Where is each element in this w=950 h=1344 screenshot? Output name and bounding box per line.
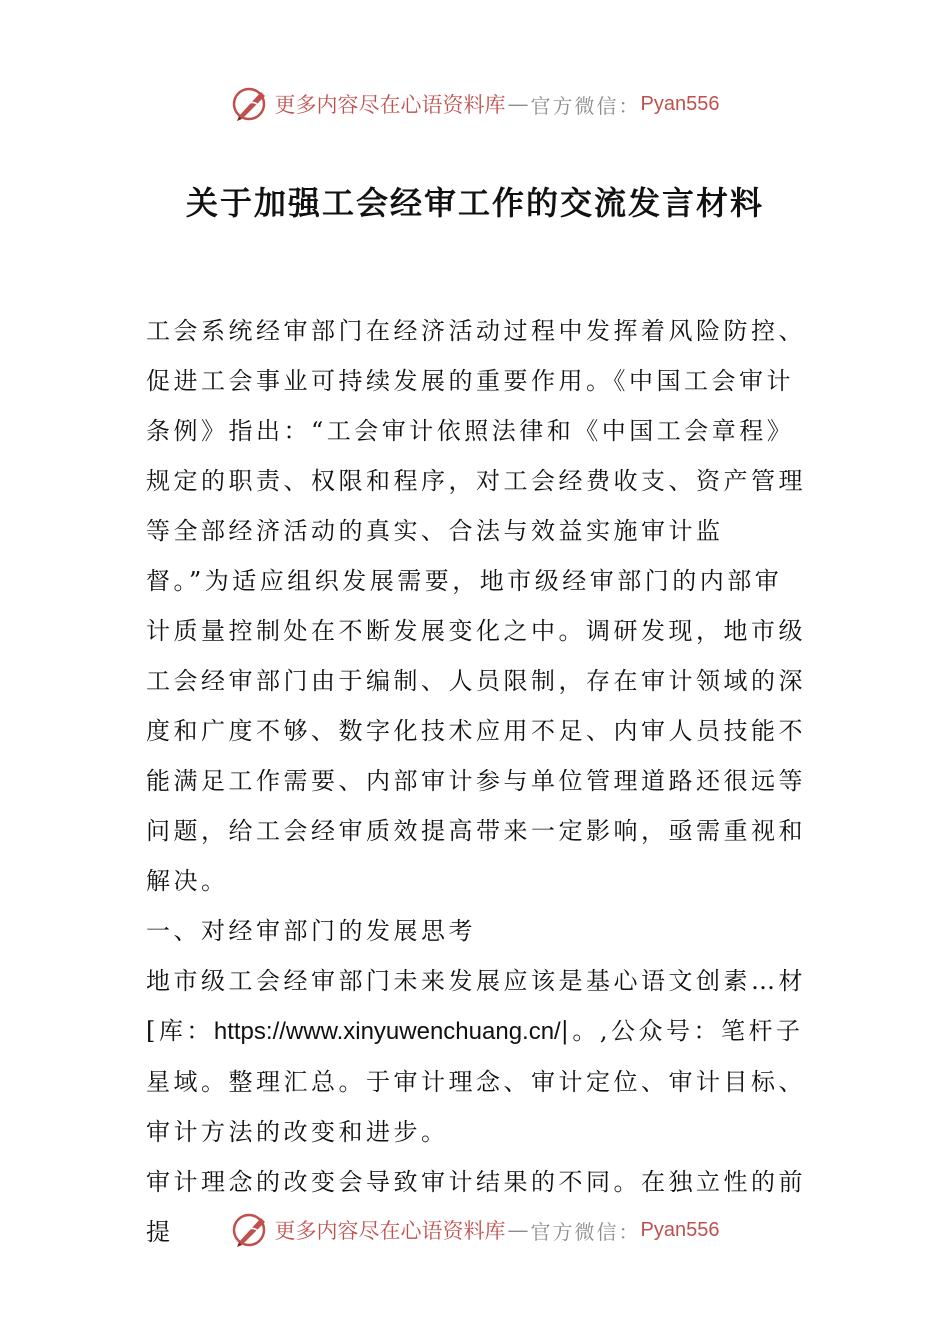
header-banner bbox=[0, 80, 950, 128]
source-url-link[interactable]: https://www.xinyuwenchuang.cn/ bbox=[213, 1018, 561, 1045]
paragraph-development-part2: |。,公众号：笔杆子星域。整理汇总。于审计理念、审计定位、审计目标、审计方法的改变和进步。 bbox=[146, 1017, 806, 1146]
document-title: 关于加强工会经审工作的交流发言材料 bbox=[185, 184, 764, 222]
paragraph-development-part1: 地市级工会经审部门未来发展应该是基心语文创素…材[库： bbox=[146, 967, 806, 1045]
footer-banner bbox=[0, 1206, 950, 1254]
paragraph-development bbox=[146, 956, 808, 1157]
header-dash: — bbox=[507, 92, 529, 116]
section-heading: 一、对经审部门的发展思考 bbox=[146, 917, 476, 945]
header-wechat-label: 官方微信： bbox=[530, 93, 641, 118]
footer-site-text: 更多内容尽在心语资料库 bbox=[274, 1219, 506, 1243]
pen-logo-icon bbox=[231, 84, 271, 124]
paragraph-audit-concept: 审计理念的改变会导致审计结果的不同。在独立性的前提 bbox=[146, 1168, 806, 1246]
footer-wechat-label: 官方微信： bbox=[530, 1219, 641, 1244]
header-wechat-id: Pyan556 bbox=[640, 92, 720, 115]
footer-dash: — bbox=[507, 1218, 529, 1242]
paragraph-intro: 工会系统经审部门在经济活动过程中发挥着风险防控、促进工会事业可持续发展的重要作用。《中国工会审计条例》指出：“工会审计依照法律和《中国工会章程》规定的职责、权限和程序，对工会经费收支、资产管理等全部经济活动的真实、合法与效益实施审计监督。”为适应组织发展需要，地市级经审部门的内部审计质量控制处在不断发展变化之中。调研发现，地市级工会经审部门由于编制、人员限制，存在审计领域的深度和广度不够、数字化技术应用不足、内审人员技能不能满足工作需要、内部审计参与单位管理道路还很远等问题，给工会经审质效提高带来一定影响，亟需重视和解决。 bbox=[146, 317, 806, 895]
document-body bbox=[146, 306, 808, 1257]
pen-logo-icon bbox=[231, 1210, 271, 1250]
header-site-text: 更多内容尽在心语资料库 bbox=[274, 93, 506, 117]
footer-wechat-id: Pyan556 bbox=[640, 1218, 720, 1241]
